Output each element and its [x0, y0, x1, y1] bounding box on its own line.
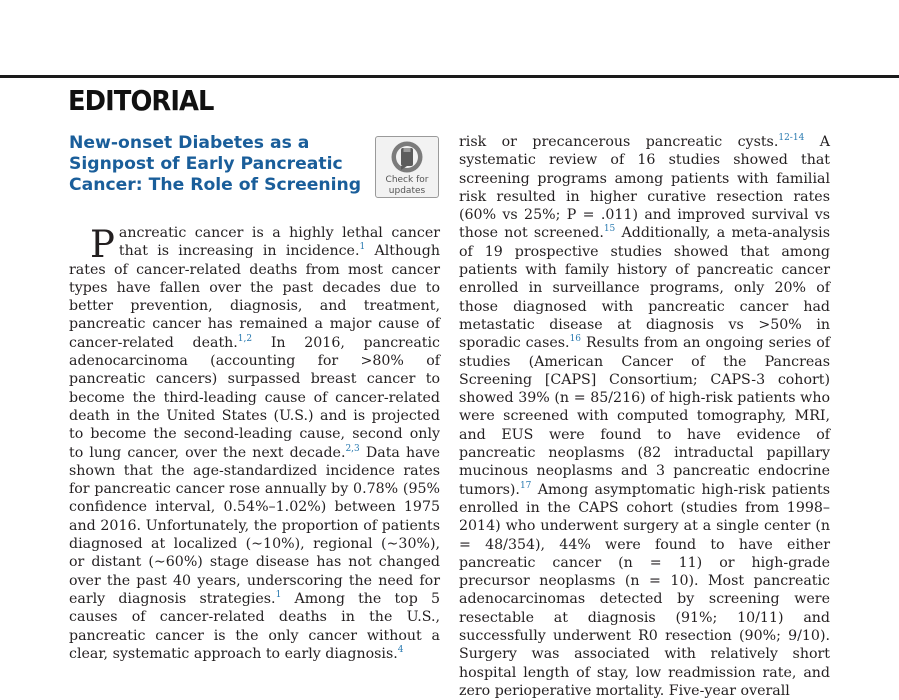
citation-link[interactable]: 16	[569, 334, 582, 345]
crossmark-icon	[390, 140, 424, 174]
body-text: Data have shown that the age-standardized incidence rates for pancreatic cancer rose annually by 0.78% (95% confidence interval, 0.54%–1.02%) between 1975 and 2016. Unfortunately, the proportion of patients diagnosed at localized (∼10%), regional (∼30%), or distant (∼60%) stage disease has not changed over the past 40 years, underscoring the need for early diagnosis strategies.	[69, 444, 440, 607]
paragraph	[459, 133, 830, 700]
body-text: Among the top 5 causes of cancer-related deaths in the U.S., pancreatic cancer is the only cancer without a clear, systematic approach to early diagnosis.	[69, 590, 440, 662]
body-text: In 2016, pancreatic adenocarcinoma (accounting for >80% of pancreatic cancers) surpassed breast cancer to become the third-leading cause of cancer-related death in the United States (U.S.) and is projected to become the second-leading cause, second only to lung cancer, over the next decade.	[69, 334, 440, 461]
citation-link[interactable]: 17	[519, 480, 532, 491]
body-text: risk or precancerous pancreatic cysts.	[459, 134, 779, 150]
body-text: Among asymptomatic high-risk patients enrolled in the CAPS cohort (studies from 1998–2014) who underwent surgery at a single center (n = 48/354), 44% were found to have either pancreatic cancer (n = 11) or high-grade precursor neoplasms (n = 10). Most pancreatic adenocarcinomas detected by screening were resectable at diagnosis (91%; 10/11) and successfully underwent R0 resection (90%; 9/10). Surgery was associated with relatively short hospital length of stay, low readmission rate, and zero perioperative mortality. Five-year overall	[459, 481, 830, 699]
body-text: Results from an ongoing series of studies (American Cancer of the Pancreas Screening [CAPS] Consortium; CAPS-3 cohort) showed 39% (n = 85/216) of high-risk patients who were screened with computed tomography, MRI, and EUS were found to have evidence of pancreatic neoplasms (82 intraductal papillary mucinous neoplasms and 3 pancreatic endocrine tumors).	[459, 335, 830, 498]
body-text: Additionally, a meta-analysis of 19 prospective studies showed that among patients with family history of pancreatic cancer enrolled in surveillance programs, only 20% of those diagnosed with pancreatic cancer had metastatic disease at diagnosis vs >50% in sporadic cases.	[459, 225, 830, 352]
article-title: New-onset Diabetes as a Signpost of Early Pancreatic Cancer: The Role of Screening	[69, 133, 362, 195]
header-rule	[0, 75, 899, 78]
body-text: A systematic review of 16 studies showed that screening programs among patients with familial risk resulted in higher curative resection rates (60% vs 25%; P = .011) and improved survival vs those not screened.	[459, 134, 830, 242]
body-text: Although rates of cancer-related deaths from most cancer types have fallen over the past decades due to better prevention, diagnosis, and treatment, pancreatic cancer has remained a major cause of cancer-related death.	[69, 243, 441, 351]
citation-link[interactable]: 2,3	[345, 443, 360, 454]
citation-link[interactable]: 12-14	[778, 133, 805, 143]
body-text: ancreatic cancer is a highly lethal cancer that is increasing in incidence.	[118, 225, 440, 260]
body-column-left	[69, 224, 440, 663]
body-column-right	[459, 133, 830, 700]
citation-link[interactable]: 15	[603, 224, 616, 235]
citation-link[interactable]: 1,2	[237, 333, 253, 344]
citation-link[interactable]: 4	[397, 644, 404, 655]
check-for-updates-badge[interactable]	[375, 136, 439, 198]
citation-link[interactable]: 1	[275, 589, 282, 600]
paragraph	[69, 224, 440, 663]
badge-line-2: updates	[388, 186, 426, 196]
drop-cap: P	[90, 223, 115, 266]
citation-link[interactable]: 1	[359, 242, 366, 253]
badge-line-1: Check for	[385, 175, 429, 185]
section-heading: EDITORIAL	[68, 84, 214, 117]
